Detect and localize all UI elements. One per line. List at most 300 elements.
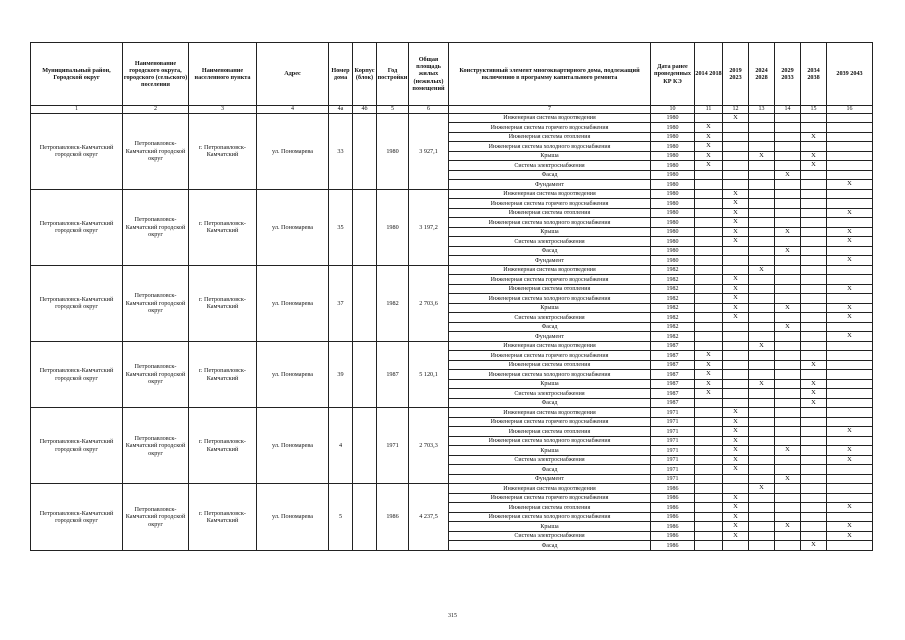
period-mark-cell: [749, 227, 775, 237]
period-mark-cell: [801, 332, 827, 342]
period-mark-cell: [749, 541, 775, 551]
period-mark-cell: [775, 161, 801, 171]
period-mark-cell: X: [775, 170, 801, 180]
period-mark-cell: [801, 484, 827, 494]
element-cell: Фундамент: [449, 332, 651, 342]
period-mark-cell: X: [775, 446, 801, 456]
period-mark-cell: [801, 218, 827, 228]
period-mark-cell: [801, 351, 827, 361]
period-mark-cell: [695, 237, 723, 247]
period-mark-cell: [775, 417, 801, 427]
prior-repair-date-cell: 1987: [651, 398, 695, 408]
period-mark-cell: [695, 303, 723, 313]
column-header: Наименование городского округа, городского (сельского) поселения: [123, 43, 189, 106]
prior-repair-date-cell: 1980: [651, 142, 695, 152]
prior-repair-date-cell: 1971: [651, 446, 695, 456]
address-cell: ул. Пономарева: [257, 189, 329, 265]
locality-cell: г. Петропавловск-Камчатский: [189, 189, 257, 265]
period-mark-cell: [695, 417, 723, 427]
prior-repair-date-cell: 1986: [651, 493, 695, 503]
column-number: 2: [123, 106, 189, 114]
period-mark-cell: X: [695, 360, 723, 370]
period-mark-cell: X: [723, 417, 749, 427]
period-mark-cell: [723, 132, 749, 142]
element-cell: Система электроснабжения: [449, 313, 651, 323]
period-mark-cell: [749, 189, 775, 199]
period-mark-cell: [801, 531, 827, 541]
period-mark-cell: [827, 132, 873, 142]
period-mark-cell: [695, 332, 723, 342]
table-row: [31, 484, 873, 494]
period-mark-cell: [801, 237, 827, 247]
period-mark-cell: [827, 360, 873, 370]
period-mark-cell: X: [749, 484, 775, 494]
prior-repair-date-cell: 1980: [651, 151, 695, 161]
period-mark-cell: X: [827, 503, 873, 513]
period-mark-cell: [695, 256, 723, 266]
column-number: 13: [749, 106, 775, 114]
build-year-cell: 1986: [377, 484, 409, 551]
period-mark-cell: [827, 379, 873, 389]
period-mark-cell: [775, 531, 801, 541]
period-mark-cell: [723, 351, 749, 361]
period-mark-cell: [695, 531, 723, 541]
block-cell: [353, 113, 377, 189]
period-mark-cell: [695, 322, 723, 332]
period-mark-cell: [723, 123, 749, 133]
period-mark-cell: [775, 151, 801, 161]
build-year-cell: 1982: [377, 265, 409, 341]
element-cell: Инженерная система холодного водоснабжения: [449, 218, 651, 228]
period-mark-cell: [723, 370, 749, 380]
period-mark-cell: [695, 180, 723, 190]
period-mark-cell: X: [827, 208, 873, 218]
period-mark-cell: [801, 427, 827, 437]
period-mark-cell: [801, 522, 827, 532]
prior-repair-date-cell: 1971: [651, 474, 695, 484]
area-cell: 3 197,2: [409, 189, 449, 265]
period-mark-cell: [827, 142, 873, 152]
period-mark-cell: [775, 512, 801, 522]
prior-repair-date-cell: 1986: [651, 484, 695, 494]
period-mark-cell: [749, 208, 775, 218]
period-mark-cell: [723, 170, 749, 180]
period-mark-cell: X: [749, 341, 775, 351]
period-mark-cell: X: [723, 189, 749, 199]
period-mark-cell: X: [827, 227, 873, 237]
settlement-cell: Петропавловск-Камчатский городской округ: [123, 341, 189, 408]
period-mark-cell: [695, 493, 723, 503]
element-cell: Система электроснабжения: [449, 455, 651, 465]
period-mark-cell: X: [695, 132, 723, 142]
prior-repair-date-cell: 1980: [651, 208, 695, 218]
period-mark-cell: X: [801, 541, 827, 551]
period-mark-cell: [827, 170, 873, 180]
element-cell: Инженерная система водоотведения: [449, 484, 651, 494]
column-header: 2029 2033: [775, 43, 801, 106]
period-mark-cell: [695, 227, 723, 237]
locality-cell: г. Петропавловск-Камчатский: [189, 113, 257, 189]
build-year-cell: 1980: [377, 113, 409, 189]
capital-repair-table-sheet: [30, 42, 872, 551]
column-number: 1: [31, 106, 123, 114]
column-number: 3: [189, 106, 257, 114]
period-mark-cell: [827, 484, 873, 494]
period-mark-cell: [695, 199, 723, 209]
period-mark-cell: [749, 199, 775, 209]
period-mark-cell: X: [827, 303, 873, 313]
column-number: 4а: [329, 106, 353, 114]
period-mark-cell: X: [723, 465, 749, 475]
period-mark-cell: [775, 142, 801, 152]
period-mark-cell: [775, 113, 801, 123]
column-number: 12: [723, 106, 749, 114]
period-mark-cell: [723, 332, 749, 342]
period-mark-cell: [723, 474, 749, 484]
period-mark-cell: X: [723, 446, 749, 456]
period-mark-cell: [801, 455, 827, 465]
house-number-cell: 4: [329, 408, 353, 484]
column-number: 14: [775, 106, 801, 114]
prior-repair-date-cell: 1980: [651, 256, 695, 266]
element-cell: Крыша: [449, 446, 651, 456]
period-mark-cell: X: [695, 379, 723, 389]
table-row: [31, 189, 873, 199]
period-mark-cell: [827, 389, 873, 399]
period-mark-cell: [749, 446, 775, 456]
prior-repair-date-cell: 1987: [651, 370, 695, 380]
area-cell: 3 927,1: [409, 113, 449, 189]
period-mark-cell: X: [827, 332, 873, 342]
period-mark-cell: [749, 531, 775, 541]
prior-repair-date-cell: 1971: [651, 465, 695, 475]
period-mark-cell: [723, 360, 749, 370]
period-mark-cell: [801, 341, 827, 351]
period-mark-cell: [749, 474, 775, 484]
prior-repair-date-cell: 1982: [651, 275, 695, 285]
period-mark-cell: [749, 303, 775, 313]
period-mark-cell: [775, 132, 801, 142]
table-row: [31, 113, 873, 123]
period-mark-cell: [695, 189, 723, 199]
period-mark-cell: X: [723, 237, 749, 247]
district-cell: Петропавловск-Камчатский городской округ: [31, 189, 123, 265]
period-mark-cell: [801, 436, 827, 446]
period-mark-cell: [801, 446, 827, 456]
element-cell: Инженерная система горячего водоснабжения: [449, 417, 651, 427]
area-cell: 5 120,1: [409, 341, 449, 408]
period-mark-cell: [801, 142, 827, 152]
period-mark-cell: [827, 351, 873, 361]
period-mark-cell: [827, 275, 873, 285]
period-mark-cell: [801, 370, 827, 380]
period-mark-cell: [827, 161, 873, 171]
period-mark-cell: [749, 465, 775, 475]
period-mark-cell: [749, 389, 775, 399]
period-mark-cell: [749, 113, 775, 123]
header-row: [31, 43, 873, 106]
period-mark-cell: X: [723, 208, 749, 218]
prior-repair-date-cell: 1982: [651, 322, 695, 332]
column-number: 4б: [353, 106, 377, 114]
period-mark-cell: [801, 208, 827, 218]
element-cell: Система электроснабжения: [449, 531, 651, 541]
period-mark-cell: [749, 408, 775, 418]
period-mark-cell: [695, 436, 723, 446]
period-mark-cell: [749, 398, 775, 408]
prior-repair-date-cell: 1982: [651, 303, 695, 313]
element-cell: Фасад: [449, 398, 651, 408]
period-mark-cell: X: [723, 303, 749, 313]
element-cell: Инженерная система холодного водоснабжения: [449, 142, 651, 152]
period-mark-cell: X: [749, 151, 775, 161]
period-mark-cell: [749, 351, 775, 361]
settlement-cell: Петропавловск-Камчатский городской округ: [123, 113, 189, 189]
period-mark-cell: [801, 246, 827, 256]
period-mark-cell: X: [723, 493, 749, 503]
period-mark-cell: X: [695, 161, 723, 171]
prior-repair-date-cell: 1986: [651, 531, 695, 541]
period-mark-cell: [775, 503, 801, 513]
period-mark-cell: X: [775, 303, 801, 313]
period-mark-cell: [827, 294, 873, 304]
build-year-cell: 1987: [377, 341, 409, 408]
period-mark-cell: [827, 512, 873, 522]
period-mark-cell: [801, 123, 827, 133]
period-mark-cell: [775, 332, 801, 342]
period-mark-cell: [749, 522, 775, 532]
period-mark-cell: X: [695, 370, 723, 380]
period-mark-cell: [775, 398, 801, 408]
period-mark-cell: [749, 436, 775, 446]
element-cell: Инженерная система горячего водоснабжения: [449, 493, 651, 503]
period-mark-cell: X: [801, 161, 827, 171]
period-mark-cell: [695, 341, 723, 351]
column-header: 2019 2023: [723, 43, 749, 106]
period-mark-cell: [801, 275, 827, 285]
period-mark-cell: [775, 408, 801, 418]
period-mark-cell: [749, 332, 775, 342]
period-mark-cell: [775, 379, 801, 389]
prior-repair-date-cell: 1986: [651, 503, 695, 513]
block-cell: [353, 484, 377, 551]
element-cell: Система электроснабжения: [449, 237, 651, 247]
period-mark-cell: [723, 322, 749, 332]
period-mark-cell: [801, 493, 827, 503]
period-mark-cell: X: [801, 398, 827, 408]
period-mark-cell: [695, 474, 723, 484]
locality-cell: г. Петропавловск-Камчатский: [189, 341, 257, 408]
prior-repair-date-cell: 1980: [651, 246, 695, 256]
period-mark-cell: [775, 275, 801, 285]
prior-repair-date-cell: 1987: [651, 389, 695, 399]
period-mark-cell: [827, 189, 873, 199]
period-mark-cell: [801, 294, 827, 304]
column-header: Дата ранее проведенных КР КЭ: [651, 43, 695, 106]
period-mark-cell: X: [723, 284, 749, 294]
area-cell: 2 703,3: [409, 408, 449, 484]
prior-repair-date-cell: 1987: [651, 379, 695, 389]
period-mark-cell: [695, 313, 723, 323]
column-header: 2014 2018: [695, 43, 723, 106]
period-mark-cell: [827, 151, 873, 161]
prior-repair-date-cell: 1986: [651, 512, 695, 522]
period-mark-cell: [723, 398, 749, 408]
period-mark-cell: [723, 256, 749, 266]
period-mark-cell: X: [827, 256, 873, 266]
element-cell: Крыша: [449, 227, 651, 237]
period-mark-cell: [723, 142, 749, 152]
prior-repair-date-cell: 1986: [651, 522, 695, 532]
column-header: Наименование населенного пункта: [189, 43, 257, 106]
build-year-cell: 1971: [377, 408, 409, 484]
period-mark-cell: [695, 512, 723, 522]
house-number-cell: 33: [329, 113, 353, 189]
district-cell: Петропавловск-Камчатский городской округ: [31, 484, 123, 551]
prior-repair-date-cell: 1987: [651, 341, 695, 351]
period-mark-cell: [827, 246, 873, 256]
period-mark-cell: [827, 436, 873, 446]
prior-repair-date-cell: 1982: [651, 313, 695, 323]
period-mark-cell: [749, 142, 775, 152]
period-mark-cell: [775, 484, 801, 494]
period-mark-cell: [827, 465, 873, 475]
column-header: 2024 2028: [749, 43, 775, 106]
element-cell: Инженерная система холодного водоснабжения: [449, 512, 651, 522]
settlement-cell: Петропавловск-Камчатский городской округ: [123, 408, 189, 484]
period-mark-cell: [801, 474, 827, 484]
prior-repair-date-cell: 1982: [651, 265, 695, 275]
period-mark-cell: X: [723, 427, 749, 437]
period-mark-cell: X: [723, 512, 749, 522]
prior-repair-date-cell: 1982: [651, 332, 695, 342]
prior-repair-date-cell: 1980: [651, 132, 695, 142]
period-mark-cell: [801, 465, 827, 475]
area-cell: 4 237,5: [409, 484, 449, 551]
period-mark-cell: [775, 455, 801, 465]
period-mark-cell: [801, 265, 827, 275]
block-cell: [353, 189, 377, 265]
period-mark-cell: [827, 113, 873, 123]
period-mark-cell: X: [827, 237, 873, 247]
table-row: [31, 341, 873, 351]
period-mark-cell: X: [801, 132, 827, 142]
column-header: Год постройки: [377, 43, 409, 106]
element-cell: Инженерная система водоотведения: [449, 265, 651, 275]
block-cell: [353, 265, 377, 341]
period-mark-cell: X: [775, 322, 801, 332]
table-row: [31, 265, 873, 275]
period-mark-cell: X: [749, 379, 775, 389]
element-cell: Система электроснабжения: [449, 389, 651, 399]
period-mark-cell: [749, 455, 775, 465]
period-mark-cell: X: [775, 522, 801, 532]
period-mark-cell: X: [827, 446, 873, 456]
settlement-cell: Петропавловск-Камчатский городской округ: [123, 484, 189, 551]
prior-repair-date-cell: 1987: [651, 360, 695, 370]
element-cell: Инженерная система водоотведения: [449, 341, 651, 351]
element-cell: Крыша: [449, 151, 651, 161]
period-mark-cell: [801, 189, 827, 199]
period-mark-cell: X: [749, 265, 775, 275]
prior-repair-date-cell: 1980: [651, 227, 695, 237]
period-mark-cell: [827, 474, 873, 484]
period-mark-cell: [695, 265, 723, 275]
prior-repair-date-cell: 1971: [651, 408, 695, 418]
column-number: 15: [801, 106, 827, 114]
period-mark-cell: X: [723, 503, 749, 513]
prior-repair-date-cell: 1987: [651, 351, 695, 361]
block-cell: [353, 341, 377, 408]
period-mark-cell: X: [775, 227, 801, 237]
period-mark-cell: X: [723, 199, 749, 209]
element-cell: Крыша: [449, 522, 651, 532]
period-mark-cell: [695, 465, 723, 475]
column-number: 5: [377, 106, 409, 114]
address-cell: ул. Пономарева: [257, 265, 329, 341]
element-cell: Инженерная система горячего водоснабжения: [449, 275, 651, 285]
column-number: 6: [409, 106, 449, 114]
address-cell: ул. Пономарева: [257, 408, 329, 484]
period-mark-cell: [749, 161, 775, 171]
element-cell: Инженерная система отопления: [449, 132, 651, 142]
period-mark-cell: [695, 275, 723, 285]
period-mark-cell: [775, 541, 801, 551]
column-number: 10: [651, 106, 695, 114]
address-cell: ул. Пономарева: [257, 341, 329, 408]
element-cell: Инженерная система горячего водоснабжения: [449, 199, 651, 209]
period-mark-cell: [775, 493, 801, 503]
column-header: Общая площадь жилых (нежилых) помещений: [409, 43, 449, 106]
period-mark-cell: [827, 541, 873, 551]
period-mark-cell: X: [695, 123, 723, 133]
element-cell: Крыша: [449, 303, 651, 313]
period-mark-cell: [775, 313, 801, 323]
period-mark-cell: [801, 180, 827, 190]
period-mark-cell: [801, 313, 827, 323]
period-mark-cell: X: [723, 436, 749, 446]
element-cell: Фасад: [449, 541, 651, 551]
period-mark-cell: [695, 446, 723, 456]
period-mark-cell: X: [695, 151, 723, 161]
period-mark-cell: [801, 303, 827, 313]
prior-repair-date-cell: 1980: [651, 199, 695, 209]
period-mark-cell: [827, 341, 873, 351]
period-mark-cell: X: [695, 351, 723, 361]
prior-repair-date-cell: 1980: [651, 170, 695, 180]
period-mark-cell: X: [695, 142, 723, 152]
period-mark-cell: [775, 189, 801, 199]
period-mark-cell: [749, 237, 775, 247]
period-mark-cell: [695, 541, 723, 551]
table-row: [31, 408, 873, 418]
period-mark-cell: X: [827, 284, 873, 294]
column-header: 2039 2043: [827, 43, 873, 106]
prior-repair-date-cell: 1971: [651, 427, 695, 437]
period-mark-cell: [827, 322, 873, 332]
period-mark-cell: [775, 237, 801, 247]
period-mark-cell: X: [801, 379, 827, 389]
period-mark-cell: [827, 218, 873, 228]
period-mark-cell: [695, 284, 723, 294]
period-mark-cell: X: [827, 180, 873, 190]
period-mark-cell: [801, 256, 827, 266]
column-header: Адрес: [257, 43, 329, 106]
build-year-cell: 1980: [377, 189, 409, 265]
period-mark-cell: [749, 246, 775, 256]
period-mark-cell: [695, 484, 723, 494]
period-mark-cell: [723, 541, 749, 551]
